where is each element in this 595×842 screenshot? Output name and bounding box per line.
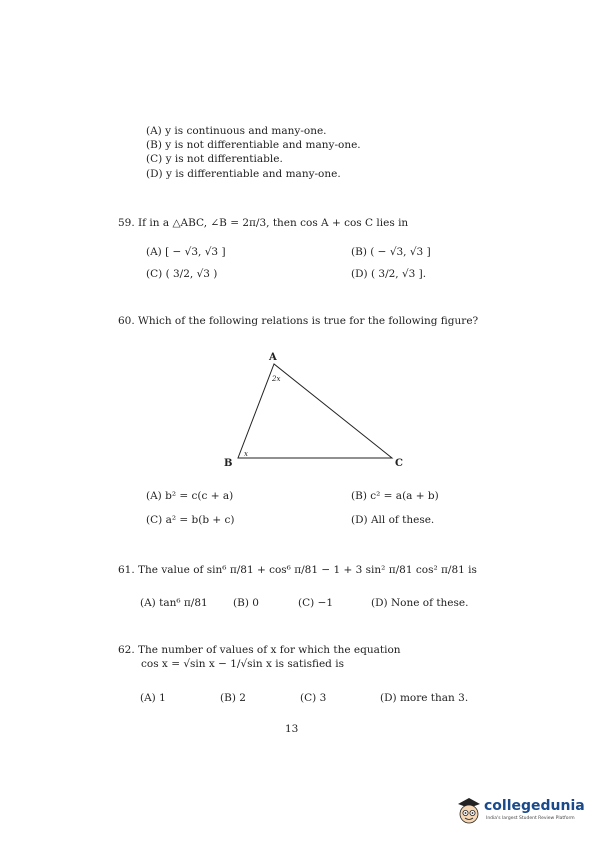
q60-stem: 60. Which of the following relations is true for the following figure? xyxy=(118,315,479,327)
q58-option-c: (C) y is not differentiable. xyxy=(146,153,283,165)
q62-option-a: (A) 1 xyxy=(140,692,166,704)
q62-option-b: (B) 2 xyxy=(220,692,246,704)
q59-stem: 59. If in a △ABC, ∠B = 2π/3, then cos A + cos C lies in xyxy=(118,217,409,229)
angle-label-b: x xyxy=(244,450,248,458)
q60-option-b: (B) c² = a(a + b) xyxy=(351,490,439,502)
q60-option-d: (D) All of these. xyxy=(351,514,435,526)
logo-tagline: India's largest Student Review Platform xyxy=(486,816,575,821)
page-number: 13 xyxy=(285,723,299,735)
q62-stem-line2: cos x = √sin x − 1/√sin x is satisfied is xyxy=(141,658,344,670)
q61-stem: 61. The value of sin⁶ π/81 + cos⁶ π/81 − 1 + 3 sin² π/81 cos² π/81 is xyxy=(118,564,477,576)
q62-option-d: (D) more than 3. xyxy=(380,692,469,704)
collegedunia-logo xyxy=(455,795,585,829)
vertex-label-a: A xyxy=(269,352,277,363)
q61-option-a: (A) tan⁶ π/81 xyxy=(140,597,208,609)
q58-option-b: (B) y is not differentiable and many-one. xyxy=(146,139,361,151)
logo-name: collegedunia xyxy=(484,798,585,814)
q59-option-a: (A) [ − √3, √3 ] xyxy=(146,246,226,258)
q62-option-c: (C) 3 xyxy=(300,692,327,704)
vertex-label-b: B xyxy=(224,458,233,469)
q58-option-a: (A) y is continuous and many-one. xyxy=(146,125,327,137)
q59-option-d: (D) ( 3/2, √3 ]. xyxy=(351,268,427,280)
q60-option-a: (A) b² = c(c + a) xyxy=(146,490,234,502)
vertex-label-c: C xyxy=(395,458,403,469)
q61-option-c: (C) −1 xyxy=(298,597,334,609)
q61-option-d: (D) None of these. xyxy=(371,597,469,609)
q59-option-b: (B) ( − √3, √3 ] xyxy=(351,246,431,258)
q60-option-c: (C) a² = b(b + c) xyxy=(146,514,235,526)
angle-label-a: 2x xyxy=(272,375,281,383)
mascot-icon xyxy=(455,795,483,827)
q59-option-c: (C) ( 3/2, √3 ) xyxy=(146,268,218,280)
q61-option-b: (B) 0 xyxy=(233,597,259,609)
q58-option-d: (D) y is differentiable and many-one. xyxy=(146,168,341,180)
triangle-shape xyxy=(238,364,392,458)
q62-stem-line1: 62. The number of values of x for which the equation xyxy=(118,644,401,656)
